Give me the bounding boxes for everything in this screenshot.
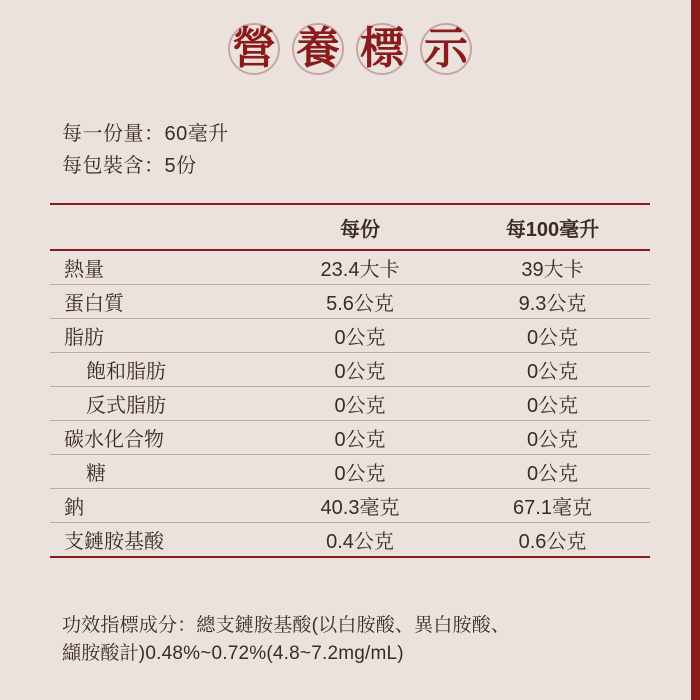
row-label: 熱量	[64, 259, 104, 281]
row-label: 碳水化合物	[64, 429, 164, 451]
table-bottom-rule	[50, 556, 650, 558]
right-accent-bar	[691, 0, 700, 700]
title-char-4-text: 示	[424, 23, 468, 74]
table-row	[50, 285, 650, 318]
table-row	[50, 455, 650, 488]
title-char-1	[225, 20, 283, 78]
row-label: 反式脂肪	[86, 395, 166, 417]
title-char-4	[417, 20, 475, 78]
note-line-2: 纈胺酸計)0.48%~0.72%(4.8~7.2mg/mL)	[62, 643, 404, 664]
title-char-3-text: 標	[360, 23, 404, 74]
row-per-serving: 5.6公克	[326, 293, 394, 315]
title-char-3	[353, 20, 411, 78]
row-per-serving: 0公克	[334, 395, 386, 417]
row-per-100ml: 9.3公克	[518, 293, 587, 315]
row-per-100ml: 0公克	[526, 463, 579, 485]
functional-ingredient-note	[62, 612, 652, 668]
row-label: 糖	[86, 463, 106, 485]
table-header-row	[50, 205, 650, 249]
row-per-serving: 0公克	[334, 463, 386, 485]
header-per-serving: 每份	[340, 218, 380, 241]
title-characters	[225, 20, 475, 78]
title-char-1-text: 營	[232, 23, 276, 74]
table-row	[50, 421, 650, 454]
title-char-2-text: 養	[296, 23, 340, 74]
table-row	[50, 489, 650, 522]
table-row	[50, 319, 650, 352]
serving-info	[62, 118, 622, 182]
row-per-100ml: 0公克	[526, 395, 579, 417]
table-row	[50, 387, 650, 420]
row-per-100ml: 0.6公克	[518, 531, 587, 553]
row-per-100ml: 0公克	[526, 361, 579, 383]
row-per-100ml: 67.1毫克	[513, 497, 592, 519]
row-label: 蛋白質	[64, 293, 124, 315]
row-per-serving: 0.4公克	[326, 531, 394, 553]
note-line-1: 功效指標成分：總支鏈胺基酸(以白胺酸、異白胺酸、	[62, 615, 511, 636]
page-title	[0, 20, 700, 78]
row-label: 鈉	[64, 497, 84, 519]
row-per-serving: 40.3毫克	[320, 497, 400, 519]
row-per-100ml: 0公克	[526, 429, 579, 451]
nutrition-table	[50, 203, 650, 558]
servings-per-package-line: 每包裝含：5份	[62, 155, 197, 177]
row-per-serving: 0公克	[334, 429, 386, 451]
row-per-serving: 23.4大卡	[320, 259, 400, 281]
row-per-serving: 0公克	[334, 327, 386, 349]
row-per-100ml: 39大卡	[521, 259, 584, 281]
table-row	[50, 523, 650, 556]
table-row	[50, 353, 650, 386]
row-per-100ml: 0公克	[526, 327, 579, 349]
header-per-100ml: 每100毫升	[505, 218, 600, 241]
row-per-serving: 0公克	[334, 361, 386, 383]
table-row	[50, 251, 650, 284]
row-label: 飽和脂肪	[86, 361, 166, 383]
row-label: 支鏈胺基酸	[64, 531, 164, 553]
table-body	[50, 251, 650, 556]
title-char-2	[289, 20, 347, 78]
row-label: 脂肪	[64, 327, 104, 349]
serving-size-line: 每一份量：60毫升	[62, 123, 229, 145]
